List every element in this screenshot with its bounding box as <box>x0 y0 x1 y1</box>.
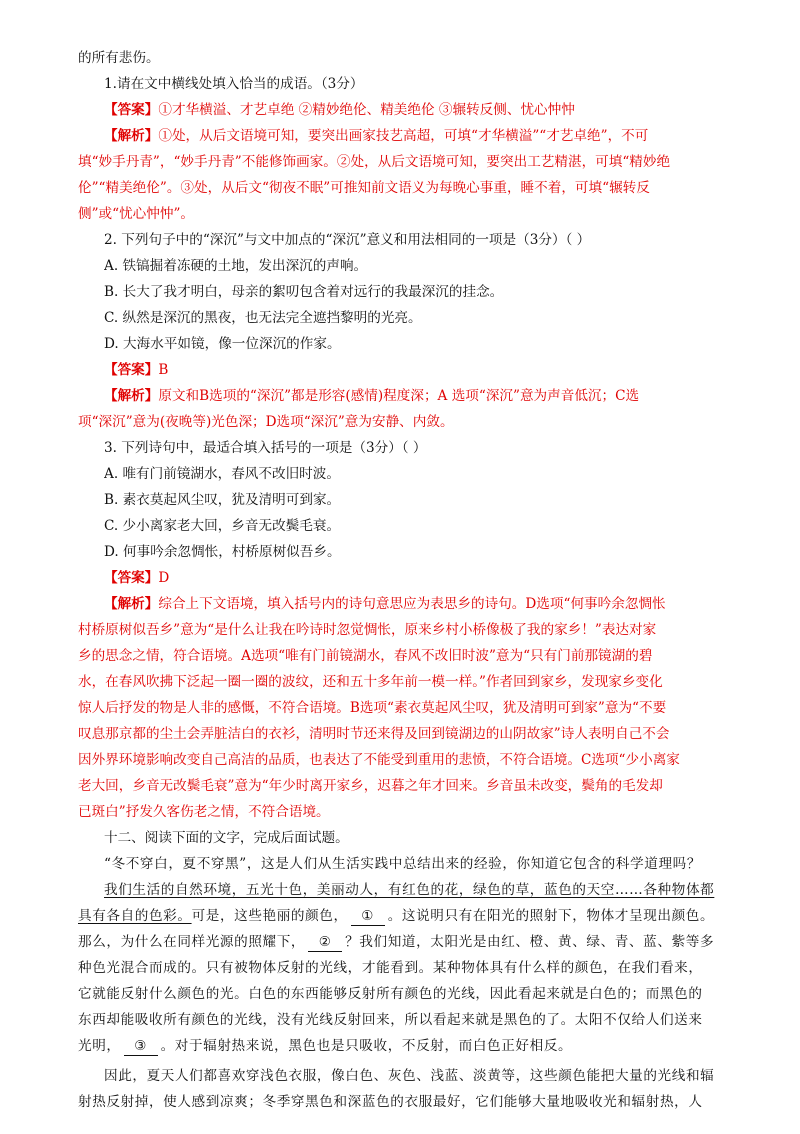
blank-3: ③ <box>124 1037 158 1056</box>
blank-1: ① <box>351 907 385 926</box>
q3-analysis-line: 老大回，乡音无改鬓毛衰”意为“年少时离开家乡，迟暮之年才回来。乡音虽未改变，鬓角的毛发却 <box>78 778 663 794</box>
passage-text: 可是，这些艳丽的颜色， <box>191 908 348 924</box>
q1-analysis-line: 填“妙手丹青”，“妙手丹青”不能修饰画家。②处，从后文语境可知，要突出工艺精湛，可填“精妙绝 <box>78 154 671 170</box>
continuation-text: 的所有悲伤。 <box>78 50 160 66</box>
q1-analysis-line: 伦”“精美绝伦”。③处，从后文“彻夜不眠”可推知前文语义为每晚心事重，睡不着，可填“辗转反 <box>78 180 650 196</box>
q1-answer <box>104 98 728 122</box>
q3-option-c: C. 少小离家老大回，乡音无改鬓毛衰。 <box>104 518 341 534</box>
q3-analysis-line: 已斑白”抒发久客伤老之情，不符合语境。 <box>78 804 330 820</box>
q2-answer <box>104 358 728 382</box>
q1-analysis-line: 侧”或“忧心忡忡”。 <box>78 206 195 222</box>
analysis-tag: 【解析】 <box>104 388 159 404</box>
q3-analysis-line: 惊人后抒发的物是人非的感慨，不符合语境。B选项“素衣莫起风尘叹，犹及清明可到家”意为“不要 <box>78 700 667 716</box>
underlined-phrase: 具有各自的色彩。 <box>78 908 192 924</box>
q3-prompt: 3. 下列诗句中，最适合填入括号的一项是（3分）（ ） <box>104 440 427 456</box>
q2-analysis-text: 原文和B选项的“深沉”都是形容(感情)程度深；A 选项“深沉”意为声音低沉；C选 <box>158 388 640 404</box>
q2-answer-text: B <box>158 362 169 378</box>
passage-line <box>78 904 728 928</box>
q3-option-a: A. 唯有门前镜湖水，春风不改旧时波。 <box>104 466 340 482</box>
section-heading: 十二、阅读下面的文字，完成后面试题。 <box>104 830 349 846</box>
q3-analysis-line <box>104 592 728 616</box>
q3-option-b: B. 素衣莫起风尘叹，犹及清明可到家。 <box>104 492 341 508</box>
passage-line: 它就能反射什么颜色的光。白色的东西能够反射所有颜色的光线，因此看起来就是白色的；而黑色的 <box>78 986 703 1002</box>
q3-analysis-line: 乡的思念之情，符合语境。A选项“唯有门前镜湖水，春风不改旧时波”意为“只有门前那镜湖的碧 <box>78 648 653 664</box>
q3-analysis-line: 村桥原树似吾乡”意为“是什么让我在吟诗时忽觉惆怅，原来乡村小桥像极了我的家乡！”表达对家 <box>78 622 657 638</box>
analysis-tag: 【解析】 <box>104 128 159 144</box>
passage-text: 那么，为什么在同样光源的照耀下， <box>78 934 306 950</box>
passage-line: 射热反射掉，使人感到凉爽；冬季穿黑色和深蓝色的衣服最好，它们能够大量地吸收光和辐射热，人 <box>78 1094 703 1110</box>
passage-underlined-line: 我们生活的自然环境，五光十色，美丽动人，有红色的花，绿色的草，蓝色的天空……各种物体都 <box>104 882 715 898</box>
passage-text: 。对于辐射热来说，黑色也是只吸收，不反射，而白色正好相反。 <box>160 1038 573 1054</box>
blank-2: ② <box>308 933 342 952</box>
q2-option-c: C. 纵然是深沉的黑夜，也无法完全遮挡黎明的光亮。 <box>104 310 422 326</box>
q3-answer-text: D <box>158 570 170 586</box>
answer-tag: 【答案】 <box>104 570 159 586</box>
q2-option-a: A. 铁镐掘着冻硬的土地，发出深沉的声响。 <box>104 258 368 274</box>
q2-option-b: B. 长大了我才明白，母亲的絮叨包含着对远行的我最深沉的挂念。 <box>104 284 504 300</box>
q3-analysis-line: 叹息那京都的尘土会弄脏洁白的衣衫，清明时节还来得及回到镜湖边的山阴故家”诗人表明自己不会 <box>78 726 670 742</box>
q1-prompt: 1.请在文中横线处填入恰当的成语。（3分） <box>104 76 364 92</box>
q1-analysis-text: ①处，从后文语境可知，要突出画家技艺高超，可填“才华横溢”“才艺卓绝”，不可 <box>158 128 649 144</box>
passage-text: ？我们知道，太阳光是由红、橙、黄、绿、青、蓝、紫等多 <box>345 934 715 950</box>
q2-option-d: D. 大海水平如镜，像一位深沉的作家。 <box>104 336 341 352</box>
passage-text: 光明， <box>78 1038 121 1054</box>
q1-analysis-line <box>104 124 728 148</box>
passage-text: 。这说明只有在阳光的照射下，物体才呈现出颜色。 <box>387 908 715 924</box>
passage-line <box>78 1034 728 1058</box>
answer-tag: 【答案】 <box>104 102 159 118</box>
q3-option-d: D. 何事吟余忽惆怅，村桥原树似吾乡。 <box>104 544 341 560</box>
analysis-tag: 【解析】 <box>104 596 159 612</box>
q3-analysis-line: 水，在春风吹拂下泛起一圈一圈的波纹，还和五十多年前一模一样。”作者回到家乡，发现家乡变化 <box>78 674 663 690</box>
q3-analysis-line: 因外界环境影响改变自己高洁的品质，也表达了不能受到重用的悲愤，不符合语境。C选项“少小离家 <box>78 752 680 768</box>
q2-prompt: 2. 下列句子中的“深沉”与文中加点的“深沉”意义和用法相同的一项是（3分）（ ） <box>104 232 591 248</box>
passage-line: 种色光混合而成的。只有被物体反射的光线，才能看到。某种物体具有什么样的颜色，在我们看来， <box>78 960 703 976</box>
q3-analysis-text: 综合上下文语境，填入括号内的诗句意思应为表思乡的诗句。D选项“何事吟余忽惆怅 <box>158 596 666 612</box>
q3-answer <box>104 566 728 590</box>
passage-paragraph: 因此，夏天人们都喜欢穿浅色衣服，像白色、灰色、浅蓝、淡黄等，这些颜色能把大量的光线和辐 <box>104 1068 715 1084</box>
passage-paragraph: “冬不穿白，夏不穿黑”，这是人们从生活实践中总结出来的经验，你知道它包含的科学道理吗？ <box>104 856 702 872</box>
q2-analysis-line <box>104 384 728 408</box>
q2-analysis-line: 项“深沉”意为(夜晚等)光色深；D选项“深沉”意为安静、内敛。 <box>78 414 454 430</box>
q1-answer-text: ①才华横溢、才艺卓绝 ②精妙绝伦、精美绝伦 ③辗转反侧、忧心忡忡 <box>158 102 575 118</box>
answer-tag: 【答案】 <box>104 362 159 378</box>
passage-line <box>78 930 728 954</box>
passage-line: 东西却能吸收所有颜色的光线，没有光线反射回来，所以看起来就是黑色的了。太阳不仅给人们送来 <box>78 1012 703 1028</box>
